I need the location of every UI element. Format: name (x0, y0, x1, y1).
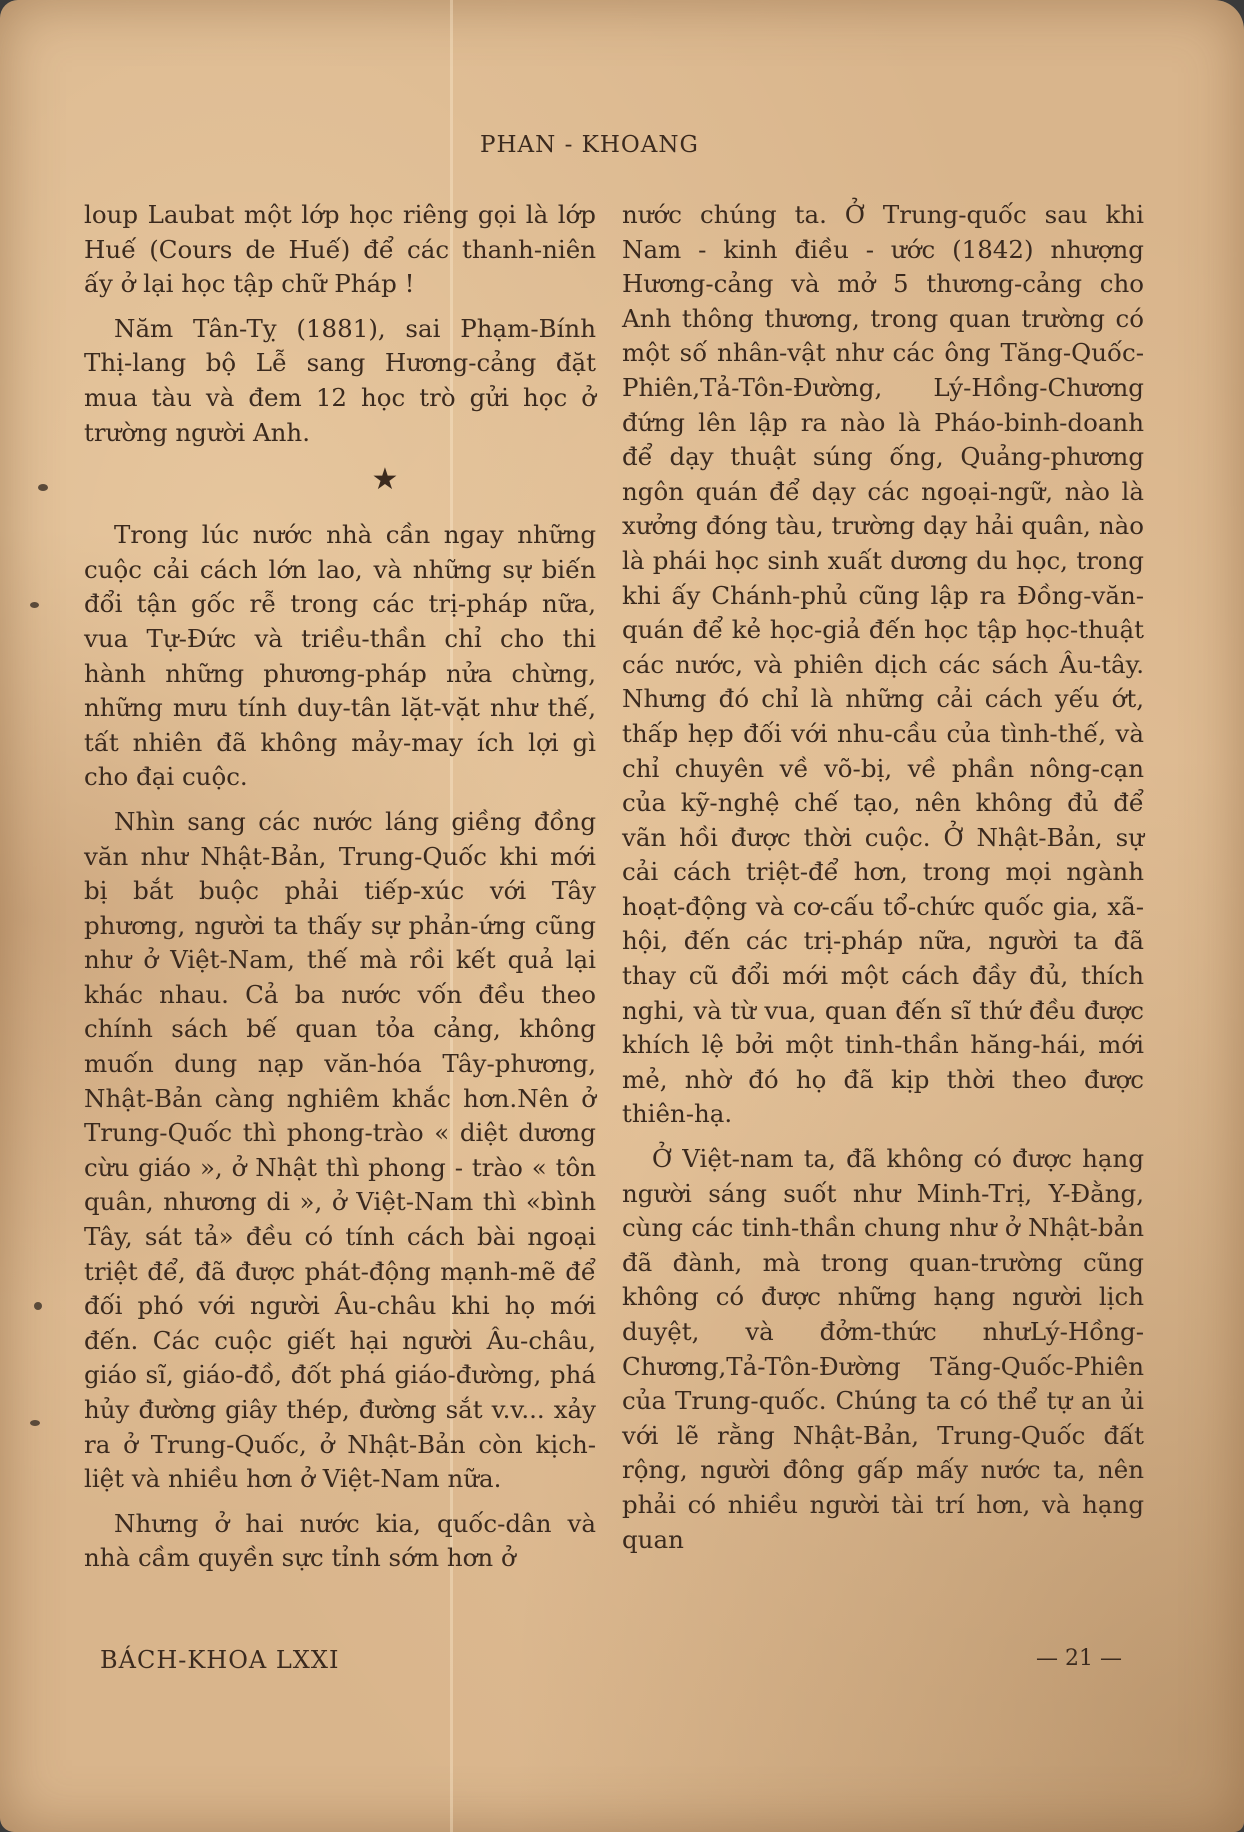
star-icon: ★ (371, 462, 399, 498)
paragraph: Ở Việt-nam ta, đã không có được hạng người sáng suốt như Minh-Trị, Y-Đằng, cùng các tinh-thần chung như ở Nhật-bản đã đành, mà trong quan-trường cũng không có được những hạng người lịch duyệt, và đởm-thức nhưLý-Hồng-Chương,Tả-Tôn-Đường Tăng-Quốc-Phiên của Trung-quốc. Chúng ta có thể tự an ủi với lẽ rằng Nhật-Bản, Trung-Quốc đất rộng, người đông gấp mấy nước ta, nên phải có nhiều người tài trí hơn, và hạng quan (622, 1144, 1144, 1554)
ink-speck (34, 1302, 42, 1310)
right-column (622, 198, 1144, 1567)
ink-speck (30, 1420, 40, 1426)
paragraph: Năm Tân-Tỵ (1881), sai Phạm-Bính Thị-lang bộ Lễ sang Hương-cảng đặt mua tàu và đem 12 học trò gửi học ở trường người Anh. (84, 313, 596, 447)
page-number: — 21 — (1036, 1646, 1122, 1671)
running-header: PHAN - KHOANG (480, 132, 699, 158)
paragraph: Trong lúc nước nhà cần ngay những cuộc cải cách lớn lao, và những sự biến đổi tận gốc rễ trong các trị-pháp nữa, vua Tự-Đức và triều-thần chỉ cho thi hành những phương-pháp nửa chừng, những mưu tính duy-tân lặt-vặt như thế, tất nhiên đã không mảy-may ích lợi gì cho đại cuộc. (84, 520, 596, 792)
paragraph: nước chúng ta. Ở Trung-quốc sau khi Nam - kinh điều - ước (1842) nhượng Hương-cảng và mở 5 thương-cảng cho Anh thông thương, trong quan trường có một số nhân-vật như các ông Tăng-Quốc-Phiên,Tả-Tôn-Đường, Lý-Hồng-Chương đứng lên lập ra nào là Pháo-binh-doanh để dạy thuật súng ống, Quảng-phương ngôn quán để dạy các ngoại-ngữ, nào là xưởng đóng tàu, trường dạy hải quân, nào là phái học sinh xuất dương du học, trong khi ấy Chánh-phủ cũng lập ra Đồng-văn-quán để kẻ học-giả đến học tập học-thuật các nước, và phiên dịch các sách Âu-tây. Nhưng đó chỉ là những cải cách yếu ớt, thấp hẹp đối với nhu-cầu của tình-thế, và chỉ chuyên về võ-bị, về phần nông-cạn của kỹ-nghệ chế tạo, nên không đủ để vãn hồi được thời cuộc. Ở Nhật-Bản, sự cải cách triệt-để hơn, trong mọi ngành hoạt-động và cơ-cấu tổ-chức quốc gia, xã-hội, đến các trị-pháp nữa, người ta đã thay cũ đổi mới một cách đầy đủ, thích nghi, và từ vua, quan đến sĩ thứ đều được khích lệ bởi một tinh-thần hăng-hái, mới mẻ, nhờ đó họ đã kịp thời theo được thiên-hạ. (622, 200, 1144, 1129)
paragraph: Nhưng ở hai nước kia, quốc-dân và nhà cầm quyền sực tỉnh sớm hơn ở (84, 1508, 596, 1573)
left-column (84, 198, 596, 1586)
journal-footer: BÁCH-KHOA LXXI (100, 1646, 340, 1674)
paragraph: loup Laubat một lớp học riêng gọi là lớp Huế (Cours de Huế) để các thanh-niên ấy ở lại học tập chữ Pháp ! (84, 200, 596, 299)
ink-speck (38, 484, 48, 491)
ink-speck (30, 602, 39, 608)
paragraph: Nhìn sang các nước láng giềng đồng văn như Nhật-Bản, Trung-Quốc khi mới bị bắt buộc phải tiếp-xúc với Tây phương, người ta thấy sự phản-ứng cũng như ở Việt-Nam, thế mà rồi kết quả lại khác nhau. Cả ba nước vốn đều theo chính sách bế quan tỏa cảng, không muốn dung nạp văn-hóa Tây-phương, Nhật-Bản càng nghiêm khắc hơn.Nên ở Trung-Quốc thì phong-trào « diệt dương cừu giáo », ở Nhật thì phong - trào « tôn quân, nhương di », ở Việt-Nam thì «bình Tây, sát tả» đều có tính cách bài ngoại triệt để, đã được phát-động mạnh-mẽ để đối phó với người Âu-châu khi họ mới đến. Các cuộc giết hại người Âu-châu, giáo sĩ, giáo-đồ, đốt phá giáo-đường, phá hủy đường giây thép, đường sắt v.v... xảy ra ở Trung-Quốc, ở Nhật-Bản còn kịch-liệt và nhiều hơn ở Việt-Nam nữa. (84, 806, 596, 1494)
